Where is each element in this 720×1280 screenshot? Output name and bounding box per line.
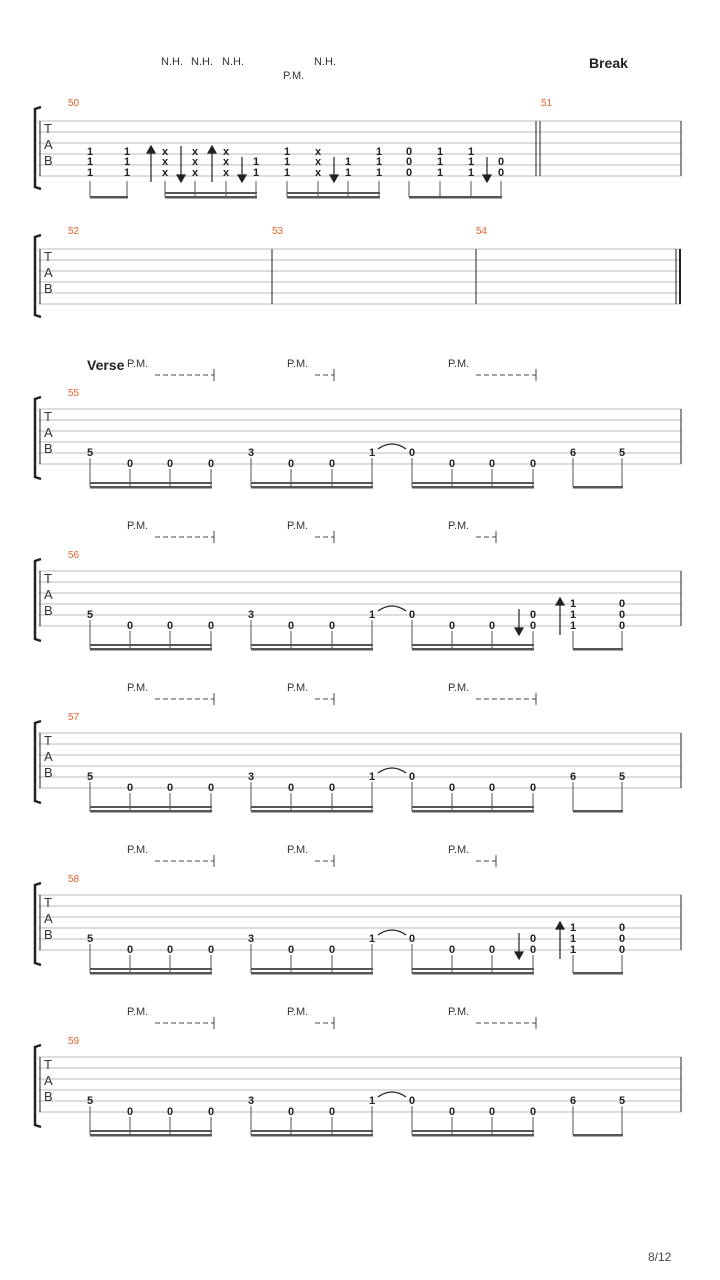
palm-mute-label: P.M. xyxy=(127,520,149,532)
natural-harmonic-label: N.H. xyxy=(222,56,244,68)
svg-text:0: 0 xyxy=(448,620,456,632)
natural-harmonic-label: N.H. xyxy=(161,56,183,68)
svg-text:1: 1 xyxy=(86,167,94,179)
svg-text:0: 0 xyxy=(618,944,626,956)
svg-text:T: T xyxy=(44,121,52,136)
svg-text:T: T xyxy=(44,409,52,424)
svg-text:0: 0 xyxy=(497,167,505,179)
svg-text:T: T xyxy=(44,571,52,586)
measure-number: 58 xyxy=(68,874,80,885)
palm-mute-label: P.M. xyxy=(287,844,309,856)
svg-text:x: x xyxy=(222,167,230,179)
palm-mute-label: P.M. xyxy=(448,1006,470,1018)
svg-text:1: 1 xyxy=(436,156,444,168)
svg-text:x: x xyxy=(222,156,230,168)
svg-text:B: B xyxy=(44,927,53,942)
svg-text:x: x xyxy=(161,156,169,168)
svg-text:1: 1 xyxy=(252,167,260,179)
svg-text:5: 5 xyxy=(618,1095,626,1107)
svg-text:B: B xyxy=(44,1089,53,1104)
svg-text:0: 0 xyxy=(166,944,174,956)
svg-text:x: x xyxy=(314,156,322,168)
measure-number: 51 xyxy=(541,98,553,109)
svg-text:0: 0 xyxy=(408,609,416,621)
svg-text:x: x xyxy=(222,146,230,158)
svg-text:1: 1 xyxy=(569,620,577,632)
svg-text:B: B xyxy=(44,765,53,780)
svg-text:T: T xyxy=(44,249,52,264)
svg-text:0: 0 xyxy=(166,458,174,470)
svg-text:1: 1 xyxy=(569,598,577,610)
svg-text:A: A xyxy=(44,425,53,440)
svg-text:3: 3 xyxy=(247,609,255,621)
svg-text:1: 1 xyxy=(375,167,383,179)
svg-text:A: A xyxy=(44,587,53,602)
svg-text:1: 1 xyxy=(569,609,577,621)
palm-mute-label: P.M. xyxy=(448,520,470,532)
svg-text:1: 1 xyxy=(344,167,352,179)
section-break-label: Break xyxy=(589,55,628,71)
staff-system-5 xyxy=(0,679,720,829)
svg-text:1: 1 xyxy=(375,146,383,158)
svg-text:1: 1 xyxy=(436,167,444,179)
svg-text:0: 0 xyxy=(328,1106,336,1118)
svg-text:0: 0 xyxy=(126,1106,134,1118)
svg-text:0: 0 xyxy=(529,620,537,632)
svg-text:5: 5 xyxy=(86,771,94,783)
palm-mute-label: P.M. xyxy=(127,682,149,694)
svg-text:0: 0 xyxy=(207,782,215,794)
svg-text:0: 0 xyxy=(529,782,537,794)
svg-text:B: B xyxy=(44,153,53,168)
svg-text:0: 0 xyxy=(448,458,456,470)
measure-number: 53 xyxy=(272,226,284,237)
svg-text:1: 1 xyxy=(368,933,376,945)
svg-text:0: 0 xyxy=(166,1106,174,1118)
svg-text:0: 0 xyxy=(529,458,537,470)
page-number: 8/12 xyxy=(648,1250,672,1264)
svg-text:0: 0 xyxy=(497,156,505,168)
svg-text:A: A xyxy=(44,1073,53,1088)
svg-text:A: A xyxy=(44,137,53,152)
svg-text:1: 1 xyxy=(252,156,260,168)
svg-text:5: 5 xyxy=(618,447,626,459)
svg-text:5: 5 xyxy=(86,447,94,459)
svg-text:0: 0 xyxy=(448,944,456,956)
svg-text:x: x xyxy=(314,146,322,158)
palm-mute-label: P.M. xyxy=(283,70,305,82)
svg-text:0: 0 xyxy=(328,782,336,794)
svg-text:1: 1 xyxy=(283,146,291,158)
svg-text:x: x xyxy=(161,146,169,158)
svg-text:1: 1 xyxy=(375,156,383,168)
staff-system-4 xyxy=(0,517,720,667)
staff-system-3 xyxy=(0,355,720,505)
svg-text:0: 0 xyxy=(126,944,134,956)
staff-system-7 xyxy=(0,1003,720,1153)
svg-text:1: 1 xyxy=(368,609,376,621)
svg-text:0: 0 xyxy=(488,944,496,956)
svg-text:x: x xyxy=(314,167,322,179)
svg-text:0: 0 xyxy=(207,1106,215,1118)
svg-text:0: 0 xyxy=(618,933,626,945)
measure-number: 52 xyxy=(68,226,80,237)
svg-text:0: 0 xyxy=(166,782,174,794)
svg-text:0: 0 xyxy=(287,782,295,794)
svg-text:5: 5 xyxy=(86,1095,94,1107)
svg-text:1: 1 xyxy=(368,447,376,459)
svg-text:3: 3 xyxy=(247,447,255,459)
svg-text:A: A xyxy=(44,749,53,764)
svg-text:5: 5 xyxy=(86,933,94,945)
measure-number: 55 xyxy=(68,388,80,399)
palm-mute-label: P.M. xyxy=(448,682,470,694)
natural-harmonic-label: N.H. xyxy=(191,56,213,68)
svg-text:0: 0 xyxy=(207,944,215,956)
svg-text:5: 5 xyxy=(618,771,626,783)
svg-text:0: 0 xyxy=(328,944,336,956)
svg-text:1: 1 xyxy=(123,156,131,168)
svg-text:0: 0 xyxy=(529,609,537,621)
svg-text:0: 0 xyxy=(488,782,496,794)
svg-text:0: 0 xyxy=(126,782,134,794)
svg-text:1: 1 xyxy=(467,146,475,158)
svg-text:3: 3 xyxy=(247,933,255,945)
svg-text:1: 1 xyxy=(569,922,577,934)
svg-text:T: T xyxy=(44,1057,52,1072)
svg-text:1: 1 xyxy=(436,146,444,158)
svg-text:0: 0 xyxy=(529,944,537,956)
svg-text:5: 5 xyxy=(86,609,94,621)
measure-number: 50 xyxy=(68,98,80,109)
palm-mute-label: P.M. xyxy=(287,682,309,694)
svg-text:1: 1 xyxy=(467,167,475,179)
svg-text:1: 1 xyxy=(283,167,291,179)
svg-text:0: 0 xyxy=(488,1106,496,1118)
svg-text:0: 0 xyxy=(126,458,134,470)
palm-mute-label: P.M. xyxy=(127,844,149,856)
svg-text:0: 0 xyxy=(287,1106,295,1118)
svg-text:0: 0 xyxy=(618,598,626,610)
svg-text:x: x xyxy=(191,156,199,168)
svg-text:0: 0 xyxy=(328,620,336,632)
svg-text:0: 0 xyxy=(207,458,215,470)
palm-mute-label: P.M. xyxy=(287,358,309,370)
svg-text:6: 6 xyxy=(569,1095,577,1107)
svg-text:0: 0 xyxy=(405,167,413,179)
svg-text:1: 1 xyxy=(569,933,577,945)
svg-text:0: 0 xyxy=(126,620,134,632)
svg-text:3: 3 xyxy=(247,771,255,783)
svg-text:0: 0 xyxy=(618,609,626,621)
svg-text:6: 6 xyxy=(569,447,577,459)
measure-number: 57 xyxy=(68,712,80,723)
palm-mute-label: P.M. xyxy=(127,358,149,370)
svg-text:1: 1 xyxy=(569,944,577,956)
staff-system-2 xyxy=(0,223,720,323)
svg-text:A: A xyxy=(44,265,53,280)
svg-text:1: 1 xyxy=(467,156,475,168)
svg-text:0: 0 xyxy=(529,1106,537,1118)
svg-text:x: x xyxy=(191,146,199,158)
svg-text:x: x xyxy=(191,167,199,179)
svg-text:0: 0 xyxy=(408,771,416,783)
svg-text:1: 1 xyxy=(86,146,94,158)
svg-text:B: B xyxy=(44,281,53,296)
staff-system-1 xyxy=(0,95,720,210)
svg-text:0: 0 xyxy=(287,458,295,470)
svg-text:1: 1 xyxy=(86,156,94,168)
svg-text:0: 0 xyxy=(405,146,413,158)
svg-text:1: 1 xyxy=(368,1095,376,1107)
svg-text:0: 0 xyxy=(448,782,456,794)
section-verse-label: Verse xyxy=(87,357,125,373)
palm-mute-label: P.M. xyxy=(448,358,470,370)
measure-number: 54 xyxy=(476,226,488,237)
svg-text:0: 0 xyxy=(448,1106,456,1118)
svg-text:3: 3 xyxy=(247,1095,255,1107)
svg-text:B: B xyxy=(44,603,53,618)
natural-harmonic-label: N.H. xyxy=(314,56,336,68)
svg-text:1: 1 xyxy=(283,156,291,168)
svg-text:0: 0 xyxy=(287,620,295,632)
svg-text:0: 0 xyxy=(328,458,336,470)
staff-system-6 xyxy=(0,841,720,991)
svg-text:0: 0 xyxy=(488,620,496,632)
svg-text:0: 0 xyxy=(408,447,416,459)
svg-text:T: T xyxy=(44,733,52,748)
svg-text:B: B xyxy=(44,441,53,456)
svg-text:1: 1 xyxy=(123,167,131,179)
palm-mute-label: P.M. xyxy=(287,520,309,532)
measure-number: 56 xyxy=(68,550,80,561)
svg-text:1: 1 xyxy=(123,146,131,158)
measure-number: 59 xyxy=(68,1036,80,1047)
svg-text:0: 0 xyxy=(207,620,215,632)
svg-text:1: 1 xyxy=(368,771,376,783)
svg-text:A: A xyxy=(44,911,53,926)
palm-mute-label: P.M. xyxy=(127,1006,149,1018)
svg-text:x: x xyxy=(161,167,169,179)
svg-text:0: 0 xyxy=(405,156,413,168)
svg-text:1: 1 xyxy=(344,156,352,168)
svg-text:T: T xyxy=(44,895,52,910)
svg-text:0: 0 xyxy=(408,1095,416,1107)
svg-text:0: 0 xyxy=(166,620,174,632)
svg-text:0: 0 xyxy=(287,944,295,956)
palm-mute-label: P.M. xyxy=(287,1006,309,1018)
svg-text:0: 0 xyxy=(618,922,626,934)
svg-text:0: 0 xyxy=(618,620,626,632)
svg-text:0: 0 xyxy=(529,933,537,945)
svg-text:0: 0 xyxy=(488,458,496,470)
palm-mute-label: P.M. xyxy=(448,844,470,856)
svg-text:6: 6 xyxy=(569,771,577,783)
svg-text:0: 0 xyxy=(408,933,416,945)
